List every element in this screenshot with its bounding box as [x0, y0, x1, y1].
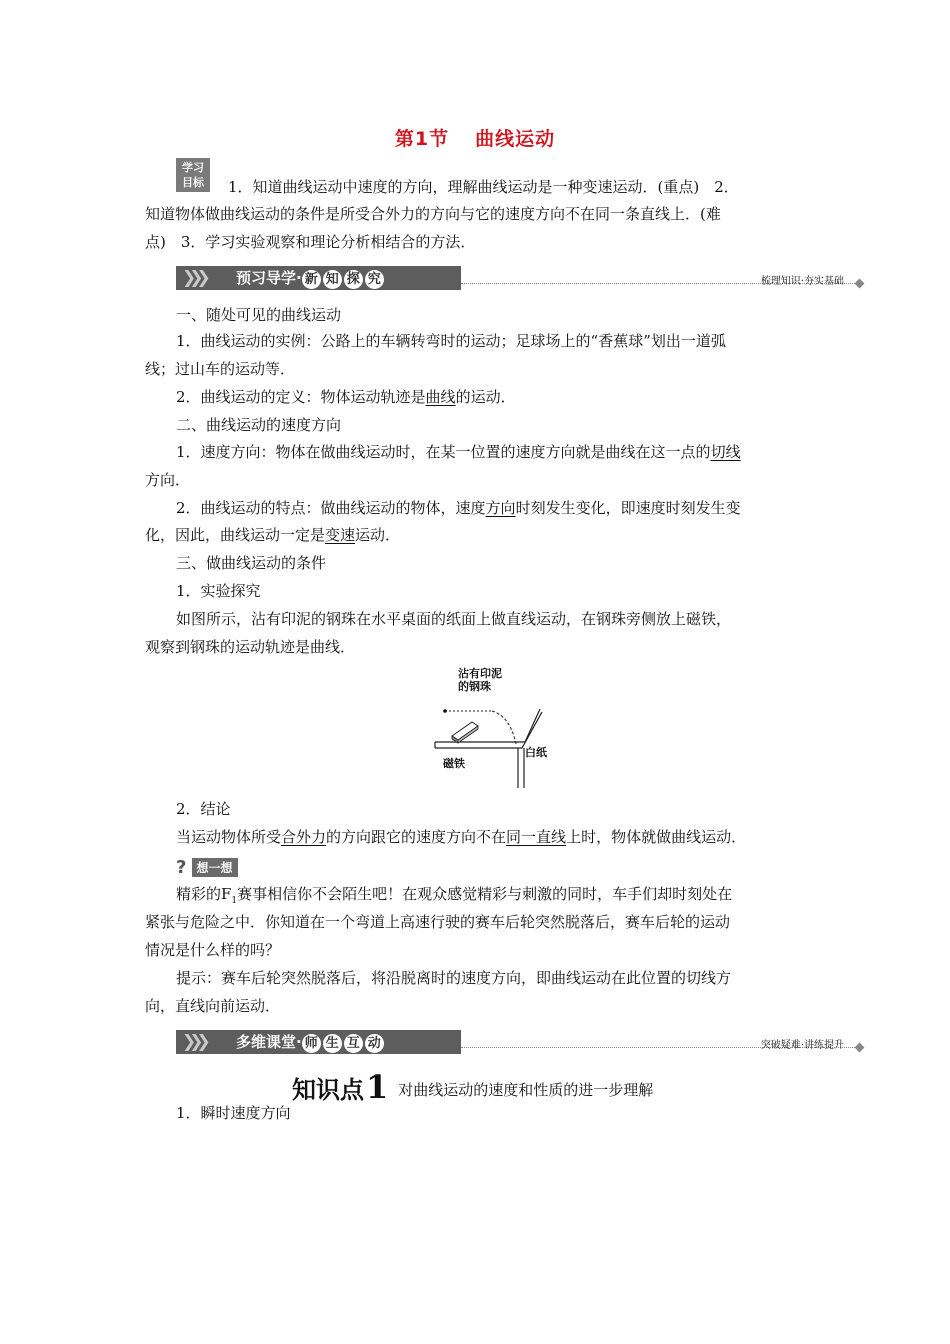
- question-icon: ?: [176, 857, 187, 878]
- think-title: 想一想: [192, 858, 238, 877]
- text: 赛事相信你不会陌生吧！在观众感觉精彩与刺激的同时，车手们却时刻处在: [237, 885, 733, 903]
- hint-paragraph: 提示：赛车后轮突然脱落后，将沿脱离时的速度方向，即曲线运动在此位置的切线方: [176, 969, 732, 987]
- underlined-answer: 切线: [710, 443, 741, 461]
- label-magnet: 磁铁: [443, 757, 465, 770]
- paragraph: 观察到钢珠的运动轨迹是曲线．: [145, 638, 356, 656]
- knowledge-point-heading: [292, 1068, 653, 1106]
- goals-line: 点) 3．学习实验观察和理论分析相结合的方法．: [145, 233, 476, 251]
- heading-1: 一、随处可见的曲线运动: [176, 306, 342, 324]
- kp-number: 1: [366, 1068, 389, 1106]
- figure-label: 的钢珠: [458, 680, 491, 693]
- chevron-icon: ❯❯❯: [182, 268, 204, 288]
- heading-3: 三、做曲线运动的条件: [176, 554, 327, 572]
- paragraph: [176, 442, 810, 462]
- underlined-answer: 变速: [325, 526, 356, 544]
- text: 的运动．: [455, 388, 516, 406]
- paragraph: 情况是什么样的吗？: [145, 941, 281, 959]
- label-ball: [458, 667, 502, 693]
- text: 当运动物体所受: [176, 828, 282, 846]
- paragraph: 紧张与危险之中．你知道在一个弯道上高速行驶的赛车后轮突然脱落后，赛车后轮的运动: [145, 913, 731, 931]
- hint-paragraph: 向，直线向前运动．: [145, 997, 281, 1015]
- kp-label: 知识点: [292, 1076, 364, 1104]
- figure-label: 沾有印泥: [458, 667, 502, 680]
- heading-2: 二、曲线运动的速度方向: [176, 416, 342, 434]
- magnet: [452, 722, 478, 743]
- underlined-answer: 曲线: [425, 388, 456, 406]
- steel-ball: [443, 709, 447, 713]
- sub-heading: 1．实验探究: [176, 582, 261, 600]
- diamond-icon: [855, 1043, 865, 1053]
- badge-line: 学习: [182, 161, 204, 174]
- chevron-icon: ❯❯❯: [182, 1032, 204, 1052]
- underlined-answer: 同一直线: [506, 828, 567, 846]
- experiment-figure: [430, 664, 560, 792]
- text: 精彩的F: [176, 885, 232, 903]
- paragraph: 线；过山车的运动等．: [145, 360, 296, 378]
- text: 2．曲线运动的定义：物体运动轨迹是: [176, 388, 426, 406]
- banner-title: 多维课堂·: [236, 1033, 302, 1051]
- banner-subtitle: 突破疑难·讲练提升: [760, 1040, 844, 1051]
- label-paper: 白纸: [525, 746, 547, 759]
- goals-line: 1．知道曲线运动中速度的方向，理解曲线运动是一种变速运动．(重点) 2．: [228, 178, 739, 196]
- think-label: [176, 857, 238, 878]
- text: 的方向跟它的速度方向不在: [326, 828, 507, 846]
- underlined-answer: 方向: [485, 499, 516, 517]
- section-number: 第1节: [394, 128, 450, 150]
- sub-heading: 2．结论: [176, 800, 231, 818]
- text: 1．速度方向：物体在做曲线运动时，在某一位置的速度方向就是曲线在这一点的: [176, 443, 711, 461]
- paragraph: 方向．: [145, 471, 191, 489]
- diamond-icon: [855, 279, 865, 289]
- sub-heading: 1．瞬时速度方向: [176, 1104, 291, 1122]
- text: 化，因此，曲线运动一定是: [145, 526, 326, 544]
- paragraph: [176, 498, 810, 518]
- badge-line: 目标: [182, 176, 204, 189]
- banner-char: 互: [344, 1034, 363, 1053]
- banner-char: 动: [365, 1034, 384, 1053]
- banner-char: 究: [365, 270, 384, 289]
- paragraph: 如图所示，沾有印泥的钢珠在水平桌面的纸面上做直线运动，在钢珠旁侧放上磁铁，: [176, 610, 732, 628]
- paragraph: [176, 827, 810, 847]
- text: 2．曲线运动的特点：做曲线运动的物体，速度: [176, 499, 486, 517]
- banner-char: 新: [302, 270, 321, 289]
- paragraph: [176, 387, 810, 407]
- section-name: 曲线运动: [475, 128, 556, 150]
- section-banner-classroom: [176, 1030, 866, 1054]
- paragraph: 1．曲线运动的实例：公路上的车辆转弯时的运动；足球场上的“香蕉球”划出一道弧: [176, 332, 726, 350]
- text: 上时，物体就做曲线运动．: [566, 828, 747, 846]
- banner-char: 生: [323, 1034, 342, 1053]
- subscript: 1: [231, 896, 238, 906]
- underlined-answer: 合外力: [281, 828, 327, 846]
- page-title: [0, 124, 950, 151]
- banner-char: 探: [344, 270, 363, 289]
- paragraph: [145, 525, 810, 545]
- paragraph: [176, 884, 810, 911]
- kp-description: 对曲线运动的速度和性质的进一步理解: [398, 1081, 654, 1099]
- goals-line: 知道物体做曲线运动的条件是所受合外力的方向与它的速度方向不在同一条直线上．(难: [145, 205, 721, 223]
- banner-char: 师: [302, 1034, 321, 1053]
- banner-title: 预习导学·: [236, 269, 302, 287]
- banner-subtitle: 梳理知识·夯实基础: [760, 276, 844, 287]
- section-banner-preview: [176, 266, 866, 290]
- learning-goals-badge: [176, 158, 210, 192]
- text: 运动．: [355, 526, 401, 544]
- text: 时刻发生变化，即速度时刻发生变: [515, 499, 741, 517]
- banner-char: 知: [323, 270, 342, 289]
